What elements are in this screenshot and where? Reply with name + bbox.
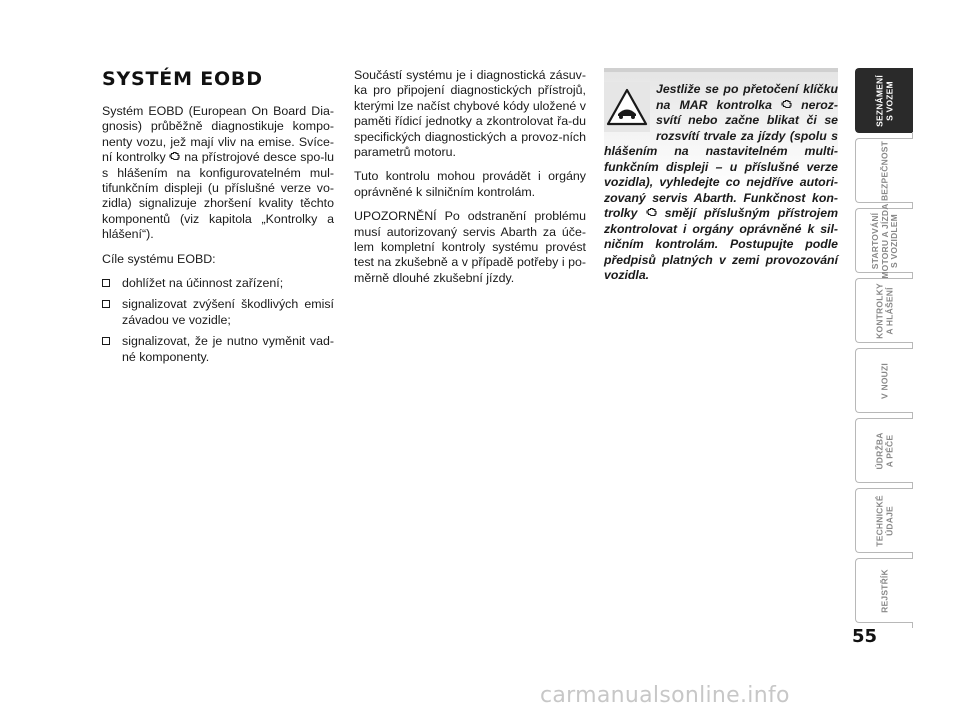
page-number: 55 (852, 626, 878, 647)
tab-label: KONTROLKY A HLÁŠENÍ (874, 282, 894, 339)
list-item-text: signalizovat, že je nutno vyměnit vad-né komponenty. (122, 334, 334, 364)
tab-bezpecnost[interactable] (855, 138, 913, 203)
tab-kontrolky-a-hlaseni[interactable] (855, 278, 913, 343)
tab-seznameni-s-vozem[interactable] (855, 68, 913, 133)
tab-label: SEZNÁMENÍ S VOZEM (874, 74, 894, 127)
tab-startovani-motoru[interactable] (855, 202, 913, 279)
tab-v-nouzi[interactable] (855, 348, 913, 413)
warning-box (604, 68, 838, 284)
column-right (604, 68, 838, 284)
engine-warning-icon (169, 151, 180, 164)
tab-label: V NOUZI (878, 362, 889, 399)
tab-label: STARTOVÁNÍ MOTORU A JÍZDA S VOZIDLEM (869, 202, 899, 279)
checkbox-bullet-icon (102, 279, 110, 287)
column-middle (354, 68, 586, 295)
list-item (102, 297, 334, 328)
warning-text-part2: neroz-svítí nebo začne blikat či se rozsvítí trvale za jízdy (spolu s hlášením na nastavitelném multi-funkčním displeji – u příslušné verze vozidla), vyhledejte co nejdříve autori-zovaný servis Abarth. Funkčnost kon-trolky (604, 97, 839, 220)
goals-list (102, 276, 334, 365)
goals-heading: Cíle systému EOBD: (102, 251, 216, 266)
warning-text-part1: Jestliže se po přetočení klíčku na MAR kontrolka (656, 82, 838, 112)
list-item-text: signalizovat zvýšení škodlivých emisí závadou ve vozidle; (122, 297, 334, 327)
tab-label: REJSTŘÍK (878, 568, 889, 613)
tab-label: TECHNICKÉ ÚDAJE (874, 494, 894, 547)
diagnostic-socket-paragraph: Součástí systému je i diagnostická zásuv-ka pro připojení diagnostických přístrojů, kterými lze načíst chybové kódy uložené v paměti řídicí jednotky a zkontrolovat řa-du specifických diagnostických a provoz-ních parametrů motoru. (354, 68, 586, 160)
checkbox-bullet-icon (102, 337, 110, 345)
tab-rejstrik[interactable] (855, 558, 913, 623)
watermark: carmanualsonline.info (540, 683, 790, 708)
chapter-sidebar (855, 68, 913, 628)
warning-triangle-icon (604, 82, 650, 132)
engine-warning-icon (781, 99, 792, 112)
intro-text-end: na přístrojové desce spo-lu s hlášením na konfigurovatelném mul-tifunkčním displeji (u příslušné verze vo-zidla) signalizuje zhoršení kvality těchto komponentů (viz kapitola „Kontrolky a hlášení“). (102, 150, 334, 242)
tab-udrzba-a-pece[interactable] (855, 418, 913, 483)
list-item (102, 276, 334, 291)
warning-box-top-bar (604, 68, 838, 72)
road-control-paragraph: Tuto kontrolu mohou provádět i orgány oprávněné k silničním kontrolám. (354, 169, 586, 199)
tab-label: BEZPEČNOST (878, 140, 889, 201)
list-item (102, 334, 334, 365)
checkbox-bullet-icon (102, 300, 110, 308)
tab-technicke-udaje[interactable] (855, 488, 913, 553)
warning-text-part3: smějí příslušným přístrojem zkontrolovat i orgány oprávněné k sil-ničním kontrolám. Postupujte podle předpisů platných v zemi provozování vozidla. (604, 206, 839, 282)
notice-paragraph: UPOZORNĚNÍ Po odstranění problému musí autorizovaný servis Abarth za úče-lem kompletní kontroly systému provést test na zkušebně a v případě potřeby i po-měrně dlouhé zkušební jízdy. (354, 209, 586, 285)
intro-text-start: Systém EOBD (European On Board Dia-gnosis) průběžně diagnostikuje kompo-nenty vozu, jež mají vliv na emise. Svíce-ní kontrolky (102, 104, 334, 165)
intro-paragraph (102, 104, 334, 243)
column-left (102, 68, 334, 371)
list-item-text: dohlížet na účinnost zařízení; (122, 276, 284, 291)
engine-warning-icon (646, 207, 657, 220)
tab-label: ÚDRŽBA A PÉČE (874, 431, 894, 470)
section-heading: SYSTÉM EOBD (102, 68, 263, 90)
